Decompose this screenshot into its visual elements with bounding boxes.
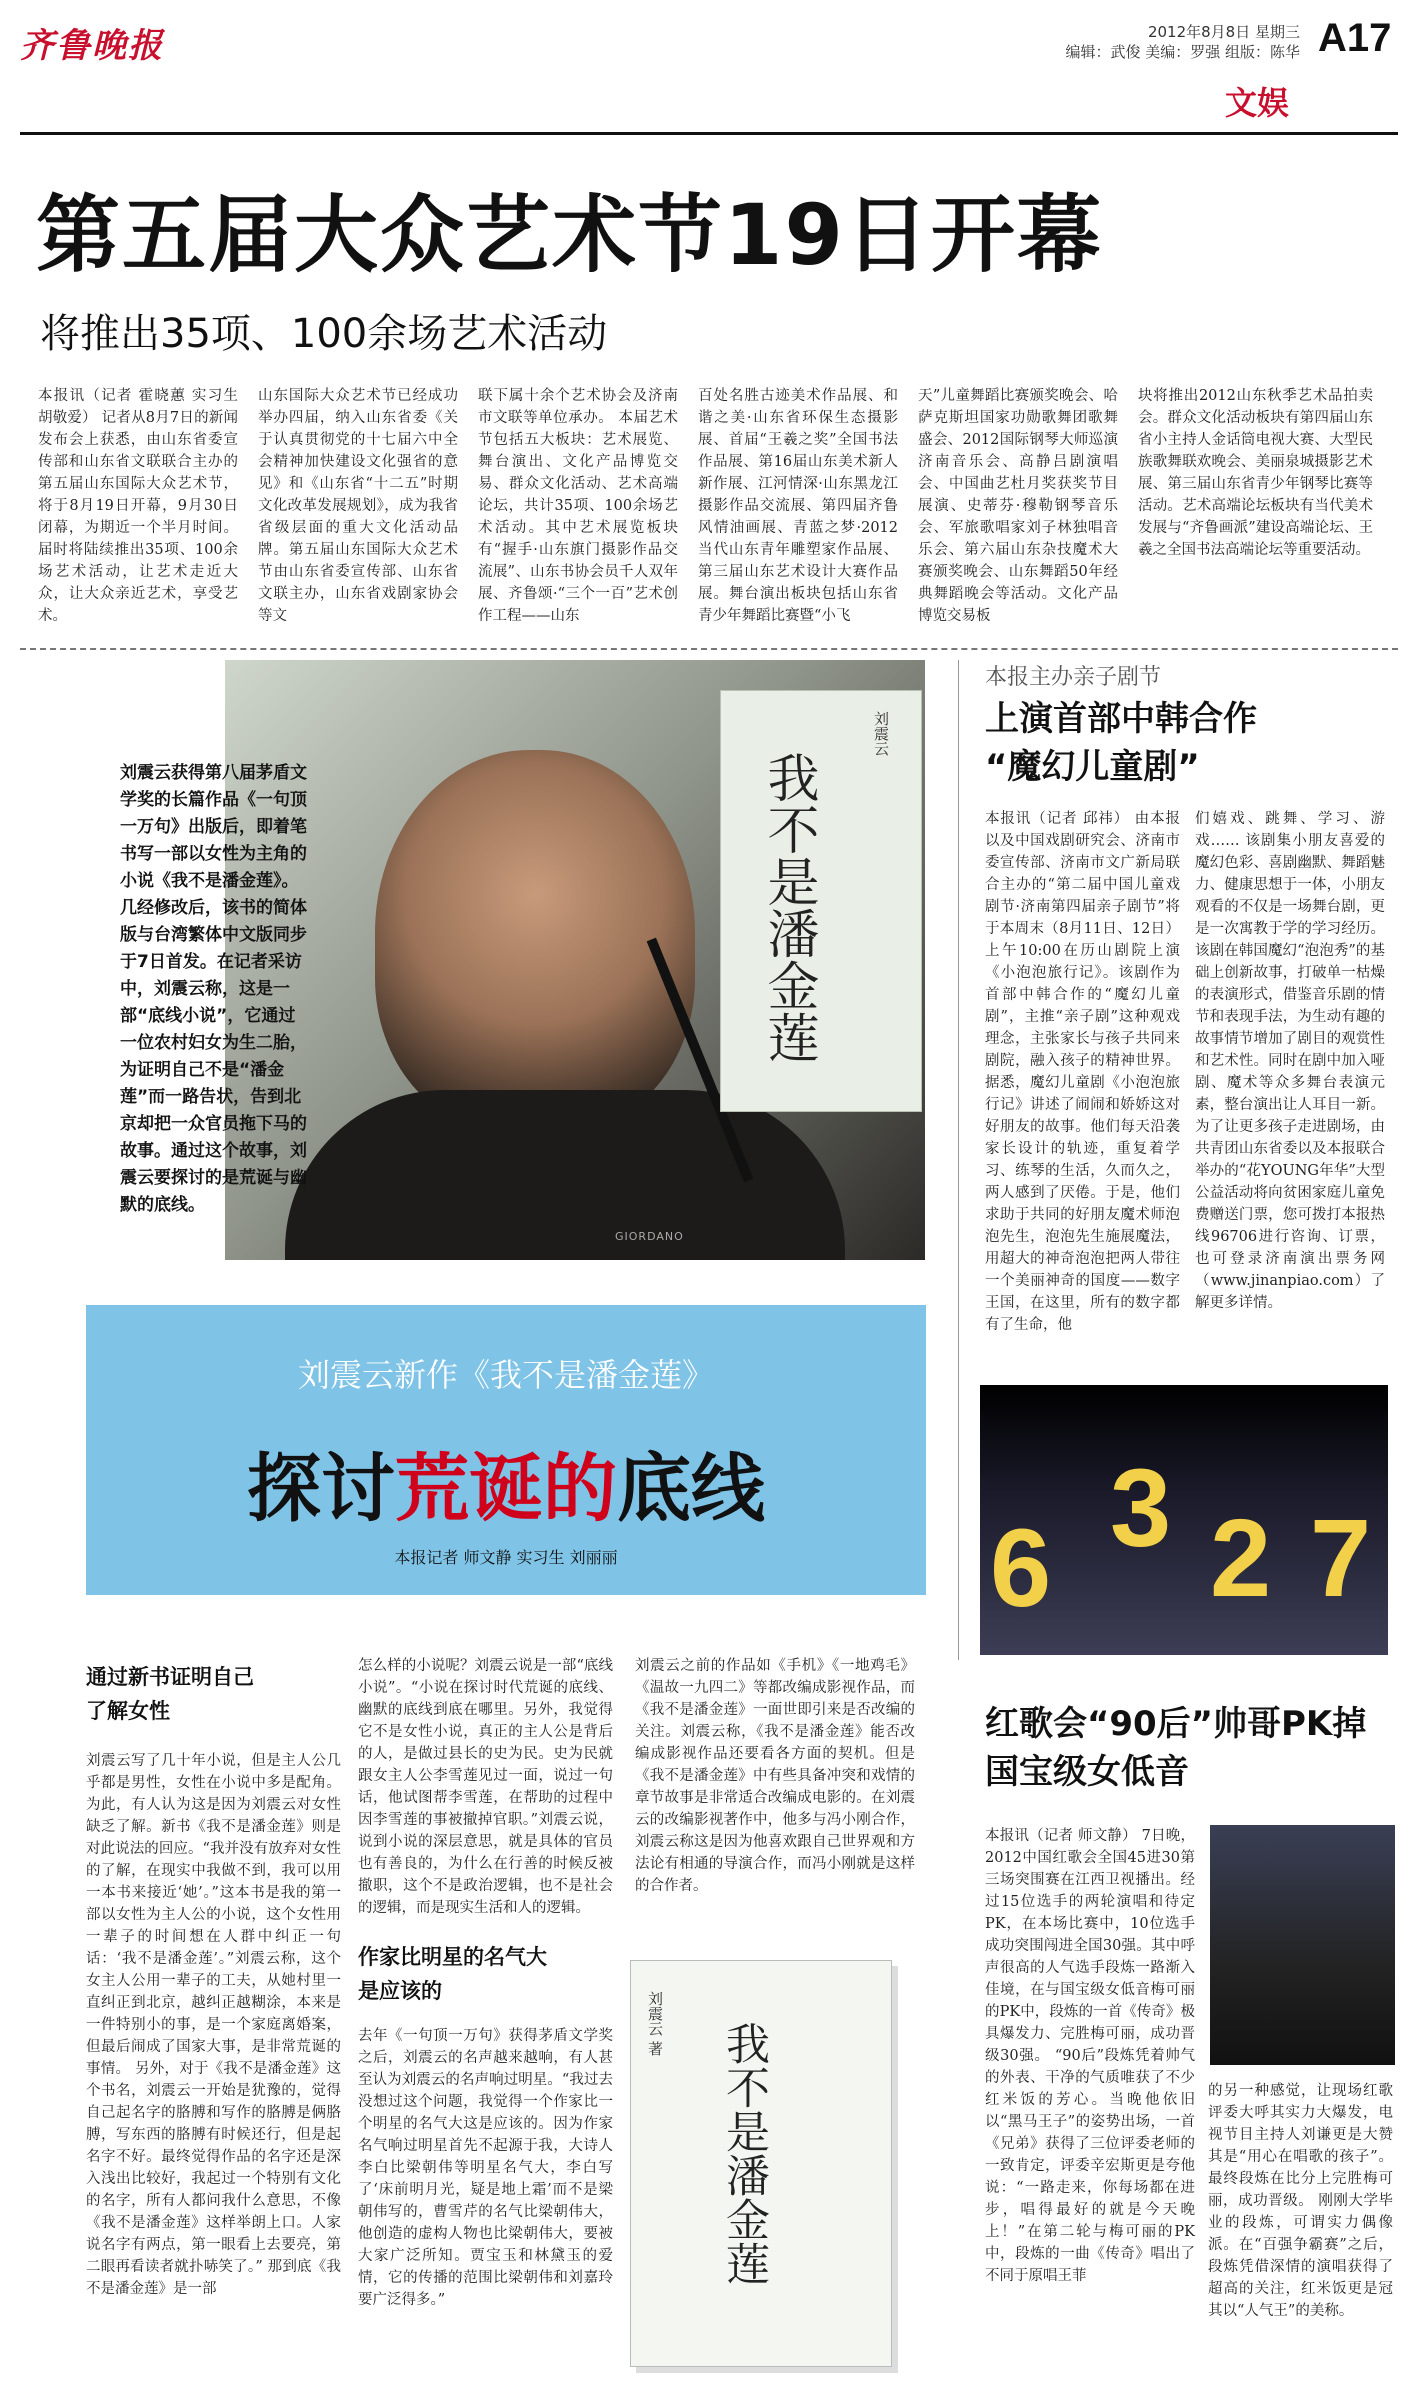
book-photo-author: 刘震云 著: [646, 1991, 664, 2056]
right-kicker: 本报主办亲子剧节: [985, 665, 1162, 690]
right-2-column-a: 本报讯（记者 师文静） 7日晚，2012中国红歌会全国45进30第三场突围赛在江西卫视播出。经过15位选手的两轮演唱和待定PK，在本场比赛中，10位选手成功突围闯进全国30强。其中呼声很高的人气选手段炼一路渐入佳境，在与国宝级女低音梅可丽的PK中，段炼的一首《传奇》极具爆发力、完胜梅可丽，成功晋级30强。 “90后”段炼凭着帅气的外表、干净的气质唯获了不少红米饭的芳心。当晚他依旧以“黑马王子”的姿势出场，一首《兄弟》获得了三位评委老师的一致肯定，评委辛宏斯更是夸他说：“一路走来，你每场都在进步，唱得最好的就是今天晚上！”在第二轮与梅可丽的PK中，段炼的一曲《传奇》唱出了不同于原唱王菲: [985, 1828, 1195, 2284]
masthead-rule: [20, 132, 1398, 135]
headline-part-3: 底线: [617, 1446, 765, 1532]
singer-photo: [1210, 1825, 1395, 2065]
author-shirt: [285, 1090, 845, 1260]
lead-headline: 第五届大众艺术节19日开幕: [36, 186, 1103, 284]
book-photo-title: 我不是潘金莲: [718, 2021, 769, 2285]
stage-photo: [980, 1385, 1388, 1655]
stage-prop: 6: [990, 1507, 1052, 1630]
column-rule: [958, 660, 959, 1660]
book-cover-backdrop: [720, 690, 922, 1112]
lead-column-1: 本报讯（记者 霍晓蕙 实习生 胡敬爱） 记者从8月7日的新闻发布会上获悉，由山东省委宣传部和山东省文联联合主办的第五届山东国际大众艺术节，将于8月19日开幕，9月30日闭幕，为期近一个半月时间。届时将陆续推出35项、100余场艺术活动，让艺术走近大众，让大众亲近艺术，享受艺术。: [38, 388, 238, 624]
right-headline: [985, 695, 1257, 791]
subhead-2-line-1: 作家比明星的名气大: [358, 1945, 547, 1969]
book-photo: [630, 1960, 892, 2367]
feature-byline: 本报记者 师文静 实习生 刘丽丽: [394, 1548, 618, 1567]
feature-subhead-1: [86, 1660, 254, 1728]
book-cover-author: 刘震云: [872, 711, 890, 756]
stage-prop: 7: [1310, 1497, 1372, 1620]
right-headline-line-2: “魔幻儿童剧”: [985, 747, 1200, 787]
feature-body-4: 刘震云之前的作品如《手机》《一地鸡毛》《温故一九四二》等都改编成影视作品，而《我不是潘金莲》一面世即引来是否改编的关注。刘震云称，《我不是潘金莲》能否改编成影视作品还要看各方面的契机。但是《我不是潘金莲》中有些具备冲突和戏情的章节故事是非常适合改编成电影的。在刘震云的改编影视著作中，他多与冯小刚合作，刘震云称这是因为他喜欢跟自己世界观和方法论有相通的导演合作，而冯小刚就是这样的合作者。: [635, 1658, 915, 1894]
page-meta: [1040, 22, 1300, 62]
right-headline-2-line-1: 红歌会“90后”帅哥PK掉: [985, 1704, 1367, 1744]
feature-headline: [86, 1430, 926, 1536]
subhead-2-line-2: 是应该的: [358, 1979, 442, 2003]
right-column-a: 本报讯（记者 邱祎） 由本报以及中国戏剧研究会、济南市委宣传部、济南市文广新局联合主办的“第二届中国儿童戏剧节·济南第四届亲子剧节”将于本周末（8月11日、12日）上午10:00在历山剧院上演《小泡泡旅行记》。该剧作为首部中韩合作的“魔幻儿童剧”，主推“亲子剧”这种观戏理念，主张家长与孩子共同来剧院，融入孩子的精神世界。 据悉，魔幻儿童剧《小泡泡旅行记》讲述了闹闹和娇娇这对好朋友的故事。他们每天沿袭家长设计的轨迹，重复着学习、练琴的生活，久而久之，两人感到了厌倦。于是，他们求助于共同的好朋友魔术师泡泡先生，泡泡先生施展魔法，用超大的神奇泡泡把两人带往一个美丽神奇的国度——数字王国，在这里，所有的数字都有了生命，他: [985, 811, 1180, 1333]
lead-column-5: 天”儿童舞蹈比赛颁奖晚会、哈萨克斯坦国家功勋歌舞团歌舞盛会、2012国际钢琴大师巡演济南音乐会、高静吕剧演唱会、中国曲艺杜月奖获奖节目展演、史蒂芬·穆勒钢琴音乐会、军旅歌唱家刘子林独唱音乐会、第六届山东杂技魔术大赛颁奖晚会、山东舞蹈50年经典舞蹈晚会等活动。文化产品博览交易板: [918, 388, 1118, 624]
newspaper-masthead: 齐鲁晚报: [20, 26, 164, 66]
subhead-1-line-2: 了解女性: [86, 1699, 170, 1723]
issue-date: 2012年8月8日 星期三: [1147, 23, 1300, 41]
lead-column-4: 百处名胜古迹美术作品展、和谐之美·山东省环保生态摄影展、首届“王羲之奖”全国书法作品展、第16届山东美术新人新作展、江河情深·山东黑龙江摄影作品交流展、第四届齐鲁风情油画展、青蓝之梦·2012当代山东青年雕塑家作品展、第三届山东艺术设计大赛作品展。舞台演出板块包括山东省青少年舞蹈比赛暨“小飞: [698, 388, 898, 624]
feature-intro: 刘震云获得第八届茅盾文学奖的长篇作品《一句顶一万句》出版后，即着笔书写一部以女性为主角的小说《我不是潘金莲》。几经修改后，该书的简体版与台湾繁体中文版同步于7日首发。在记者采访中，刘震云称，这是一部“底线小说”，它通过一位农村妇女为生二胎，为证明自己不是“潘金莲”而一路告状，告到北京却把一众官员拖下马的故事。通过这个故事，刘震云要探讨的是荒诞与幽默的底线。: [120, 763, 307, 1215]
feature-subhead-2: [358, 1940, 547, 2008]
feature-body-3: 去年《一句顶一万句》获得茅盾文学奖之后，刘震云的名声越来越响，有人甚至认为刘震云的名声响过明星。“我过去没想过这个问题，我觉得一个作家比一个明星的名气大这是应该的。因为作家名气响过明星首先不起源于我，大诗人李白比梁朝伟等明星名气大，李白写了‘床前明月光，疑是地上霜’而不是梁朝伟写的，曹雪芹的名气比梁朝伟大，他创造的虚构人物也比梁朝伟大，要被大家广泛所知。贾宝玉和林黛玉的爱情，它的传播的范围比梁朝伟和刘嘉玲要广泛得多。”: [358, 2028, 613, 2308]
right-2-column-b: 的另一种感觉，让现场红歌评委大呼其实力大爆发，电视节目主持人刘谦更是大赞其是“用心在唱歌的孩子”。最终段炼在比分上完胜梅可丽，成功晋级。 刚刚大学毕业的段炼，可谓实力偶像派。在“百强争霸赛”之后，段炼凭借深情的演唱获得了超高的关注，红米饭更是冠其以“人气王”的美称。: [1208, 2083, 1393, 2319]
headline-part-2: 荒诞的: [395, 1446, 617, 1532]
right-column-b: 们嬉戏、跳舞、学习、游戏…… 该剧集小朋友喜爱的魔幻色彩、喜剧幽默、舞蹈魅力、健康思想于一体，小朋友观看的不仅是一场舞台剧，更是一次寓教于学的学习经历。该剧在韩国魔幻“泡泡秀”的基础上创新故事，打破单一枯燥的表演形式，借鉴音乐剧的情节和表现手法，为生动有趣的故事情节增加了剧目的观赏性和艺术性。同时在剧中加入哑剧、魔术等众多舞台表演元素，整台演出让人耳目一新。 为了让更多孩子走进剧场，由共青团山东省委以及本报联合举办的“花YOUNG年华”大型公益活动将向贫困家庭儿童免费赠送门票，您可拨打本报热线96706进行咨询、订票，也可登录济南演出票务网（www.jinanpiao.com）了解更多详情。: [1195, 811, 1385, 1311]
lead-column-6: 块将推出2012山东秋季艺术品拍卖会。群众文化活动板块有第四届山东省小主持人金话筒电视大赛、大型民族歌舞联欢晚会、美丽泉城摄影艺术展、第三届山东省青少年钢琴比赛等活动。艺术高端论坛板块有当代美术发展与“齐鲁画派”建设高端论坛、王羲之全国书法高端论坛等重要活动。: [1138, 388, 1373, 558]
shirt-brand-text: GIORDANO: [615, 1230, 684, 1243]
lead-column-2: 山东国际大众艺术节已经成功举办四届，纳入山东省委《关于认真贯彻党的十七届六中全会精神加快建设文化强省的意见》和《山东省“十二五”时期文化改革发展规划》，成为我省省级层面的重大文化活动品牌。第五届山东国际大众艺术节由山东省委宣传部、山东省文联主办，山东省戏剧家协会等文: [258, 388, 458, 624]
right-headline-line-1: 上演首部中韩合作: [985, 699, 1257, 739]
feature-kicker: 刘震云新作《我不是潘金莲》: [297, 1356, 714, 1394]
section-divider: [20, 648, 1398, 650]
editor-credits: 编辑：武俊 美编：罗强 组版：陈华: [1065, 43, 1300, 61]
right-headline-2: [985, 1700, 1366, 1796]
book-cover-title: 我不是潘金莲: [758, 751, 818, 1063]
stage-prop: 2: [1210, 1497, 1272, 1620]
subhead-1-line-1: 通过新书证明自己: [86, 1665, 254, 1689]
headline-part-1: 探讨: [247, 1446, 395, 1532]
feature-body-2: 怎么样的小说呢？刘震云说是一部“底线小说”。“小说在探讨时代荒诞的底线、幽默的底线到底在哪里。另外，我觉得它不是女性小说，真正的主人公是背后的人，是做过县长的史为民。史为民就跟女主人公李雪莲见过一面，说过一句话，他试图帮李雪莲，在帮助的过程中因李雪莲的事被撤掉官职。”刘震云说，说到小说的深层意思，就是具体的官员也有善良的，为什么在行善的时候反被撤职，这个不是政治逻辑，也不是社会的逻辑，而是现实生活和人的逻辑。: [358, 1658, 613, 1916]
section-label: 文娱: [1225, 84, 1290, 122]
feature-body-1: 刘震云写了几十年小说，但是主人公几乎都是男性，女性在小说中多是配角。为此，有人认为这是因为刘震云对女性缺乏了解。新书《我不是潘金莲》则是对此说法的回应。“我并没有放弃对女性的了解，在现实中我做不到，我可以用一本书来接近‘她’。”这本书是我的第一部以女性为主人公的小说，这个女性用一辈子的时间想在人群中纠正一句话：‘我不是潘金莲’。”刘震云称，这个女主人公用一辈子的工夫，从她村里一直纠正到北京，越纠正越糊涂，本来是一件特别小的事，是一个家庭离婚案，但最后闹成了国家大事，是非常荒诞的事情。 另外，对于《我不是潘金莲》这个书名，刘震云一开始是犹豫的，觉得自己起名字的胳膊和写作的胳膊是俩胳膊，写东西的胳膊有时候还行，但是起名字不好。最终觉得作品的名字还是深入浅出比较好，我起过一个特别有文化的名字，所有人都问我什么意思，不像《我不是潘金莲》这样举朗上口。人家说名字有两点，第一眼看上去要亮，第二眼再看读者就扑哧笑了。” 那到底《我不是潘金莲》是一部: [86, 1753, 341, 2297]
lead-column-3: 联下属十余个艺术协会及济南市文联等单位承办。 本届艺术节包括五大板块：艺术展览、舞台演出、文化产品博览交易、群众文化活动、艺术高端论坛，共计35项、100余场艺术活动。其中艺术展览板块有“握手·山东旗门摄影作品交流展”、山东书协会员千人双年展、齐鲁颂·“三个一百”艺术创作工程——山东: [478, 388, 678, 624]
page-number: A17: [1318, 16, 1392, 60]
stage-prop: 3: [1110, 1447, 1172, 1570]
lead-subhead: 将推出35项、100余场艺术活动: [40, 311, 608, 357]
right-headline-2-line-2: 国宝级女低音: [985, 1752, 1189, 1792]
